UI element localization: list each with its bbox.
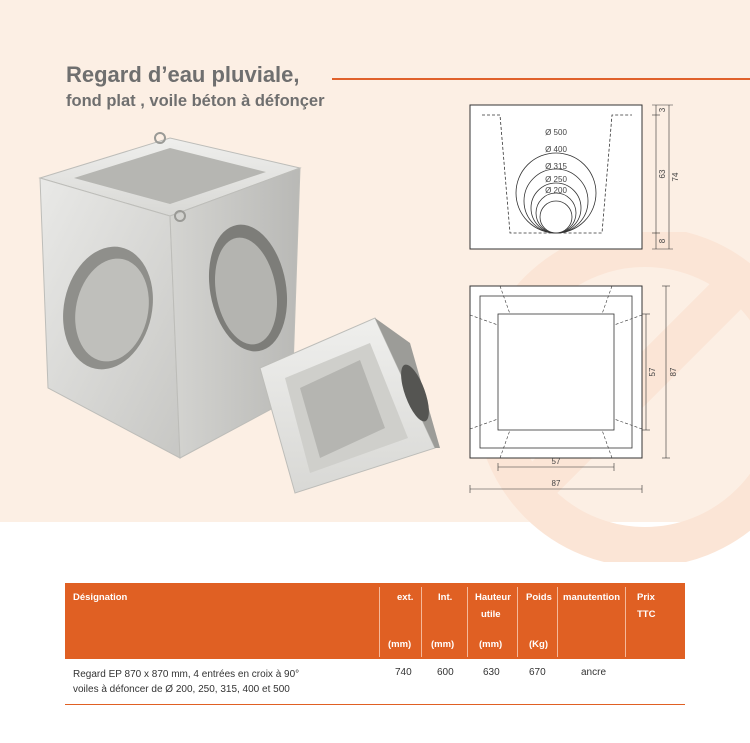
header-ext: ext.	[397, 592, 414, 603]
diameter-315-label: Ø 315	[545, 162, 567, 171]
header-manutention: manutention	[563, 592, 620, 603]
header-prix-line2: TTC	[637, 609, 656, 620]
column-divider	[379, 587, 380, 657]
technical-drawing	[460, 95, 700, 505]
header-prix	[637, 589, 655, 623]
dim-bottom: 8	[658, 238, 667, 244]
column-divider	[557, 587, 558, 657]
row-designation-line1: Regard EP 870 x 870 mm, 4 entrées en croix à 90°	[73, 669, 300, 680]
column-divider	[517, 587, 518, 657]
table-header	[65, 583, 685, 659]
diameter-500-label: Ø 500	[545, 128, 567, 137]
column-divider	[467, 587, 468, 657]
unit-hauteur: (mm)	[479, 639, 503, 650]
dim-outer-width: 87	[551, 479, 561, 488]
header-hauteur-line2: utile	[481, 609, 501, 620]
unit-ext: (mm)	[388, 639, 412, 650]
page-subtitle: fond plat , voile béton à défonçer	[66, 92, 325, 110]
header-int: Int.	[438, 592, 453, 603]
diameter-250-label: Ø 250	[545, 175, 567, 184]
header-designation: Désignation	[73, 592, 128, 603]
dim-mid: 63	[658, 169, 667, 179]
page-title: Regard d’eau pluviale,	[66, 62, 300, 87]
row-hauteur: 630	[483, 667, 500, 678]
header-hauteur-line1: Hauteur	[475, 592, 511, 603]
dim-inner-height: 57	[648, 367, 657, 377]
column-divider	[625, 587, 626, 657]
dim-total: 74	[671, 172, 680, 182]
diameter-400-label: Ø 400	[545, 145, 567, 154]
header-poids: Poids	[526, 592, 552, 603]
row-poids: 670	[529, 667, 546, 678]
dim-outer-height: 87	[669, 367, 678, 377]
diameter-200-label: Ø 200	[545, 186, 567, 195]
dim-top: 3	[658, 107, 667, 113]
row-manutention: ancre	[581, 667, 607, 678]
header-hauteur	[475, 589, 511, 623]
product-photo	[30, 128, 450, 508]
unit-int: (mm)	[431, 639, 455, 650]
header-prix-line1: Prix	[637, 592, 655, 603]
row-int: 600	[437, 667, 454, 678]
column-divider	[421, 587, 422, 657]
row-ext: 740	[395, 667, 412, 678]
unit-poids: (Kg)	[529, 639, 548, 650]
row-designation-line2: voiles à défoncer de Ø 200, 250, 315, 400 et 500	[73, 684, 290, 695]
title-rule	[332, 78, 750, 80]
large-cube	[40, 133, 300, 458]
row-designation	[73, 667, 373, 697]
product-table	[65, 583, 685, 705]
table-row	[65, 659, 685, 705]
top-view	[470, 286, 678, 493]
side-view	[470, 105, 680, 249]
dim-inner-width: 57	[551, 457, 561, 466]
